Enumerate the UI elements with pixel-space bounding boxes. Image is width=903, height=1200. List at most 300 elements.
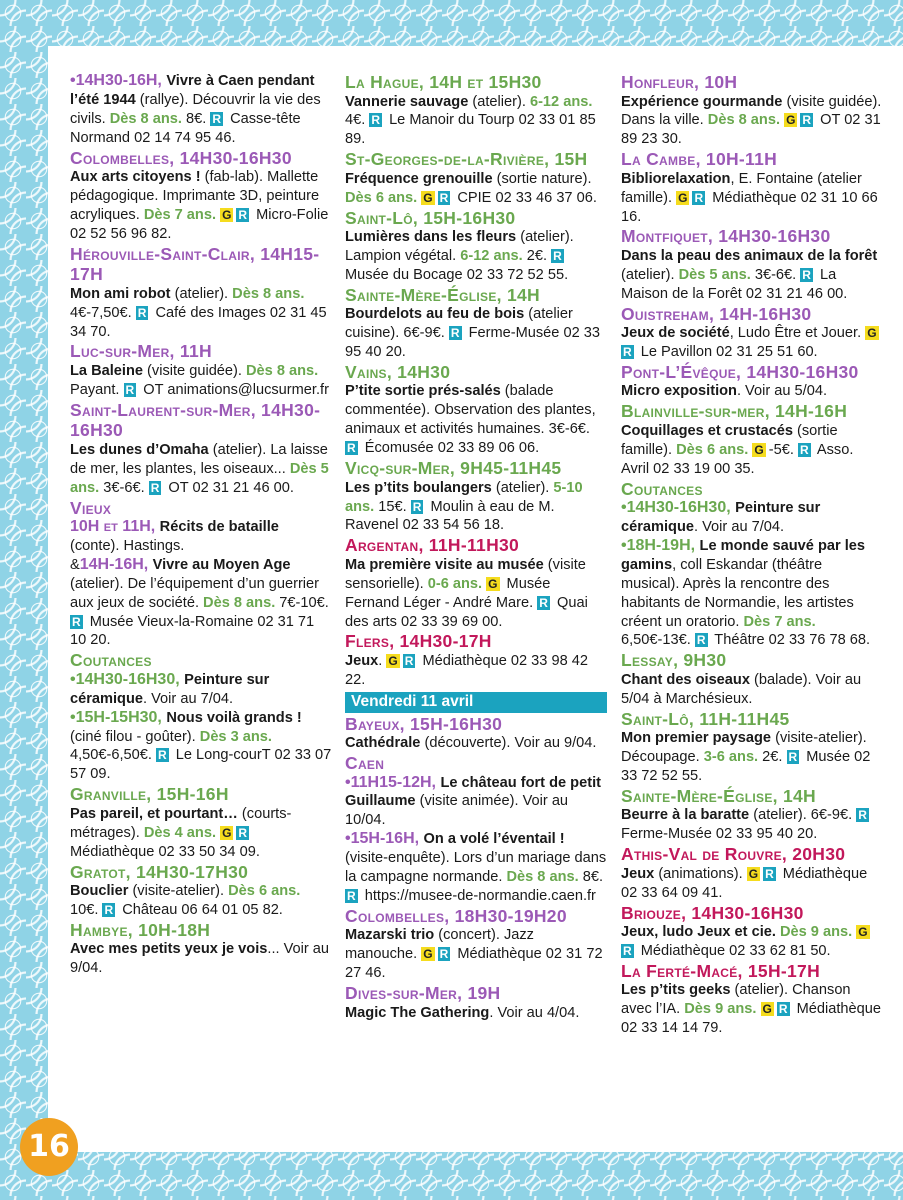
event-entry [345, 535, 607, 631]
event-location-heading: Saint-Laurent-sur-Mer, 14H30-16H30 [70, 399, 321, 441]
reservation-badge: R [371, 113, 381, 128]
event-details: (atelier). [468, 93, 530, 110]
venue-contact: Micro-Folie 02 52 56 96 82. [70, 206, 329, 242]
event-description [70, 882, 332, 920]
event-details: (atelier). De l’équipement d’un guerrier aux jeux de société. [70, 575, 320, 611]
venue-contact: Médiathèque 02 31 10 66 16. [621, 189, 878, 225]
event-title: Récits de bataille [159, 519, 279, 535]
event-description [621, 671, 883, 709]
prefix-text: & [70, 556, 80, 573]
event-location-heading: Saint-Lô, 11H-11H45 [621, 708, 790, 729]
price-text: 4€. [345, 112, 370, 129]
event-entry [621, 304, 883, 362]
venue-contact: Café des Images 02 31 45 34 70. [70, 304, 327, 340]
event-entry [621, 537, 883, 650]
age-range: Dès 8 ans. [506, 869, 579, 886]
event-entry [345, 830, 607, 906]
event-location-heading: Flers, 14H30-17H [345, 631, 492, 652]
event-description [70, 518, 332, 556]
event-title: Chant des oiseaux [621, 671, 750, 688]
event-entry [345, 983, 607, 1022]
price-text: 3€-6€. [99, 479, 149, 496]
venue-contact: Musée Fernand Léger - André Mare. [345, 575, 551, 611]
event-details: (fab-lab). Mallette pédagogique. Imprimante 3D, peinture acryliques. [70, 169, 320, 223]
venue-contact: Médiathèque 02 31 72 27 46. [345, 946, 603, 982]
event-location-heading: Athis-Val de Rouvre, 20H30 [621, 844, 846, 865]
event-details: (ciné filou - goûter). [70, 728, 200, 745]
price-text: 2€. [758, 749, 787, 766]
time-subheading: 10H et 11H, [70, 518, 160, 535]
event-description [621, 981, 883, 1038]
event-details: (sortie famille). [621, 422, 838, 458]
venue-contact: Médiathèque 02 33 98 42 22. [345, 652, 588, 688]
column-3 [621, 72, 883, 1038]
event-details: . [378, 652, 387, 669]
price-text: Payant. [70, 381, 124, 398]
event-entry [345, 72, 607, 149]
event-title: Aux arts citoyens ! [70, 169, 201, 186]
reservation-badge: R [150, 480, 160, 495]
venue-contact: La Maison de la Forêt 02 31 21 46 00. [621, 266, 848, 302]
event-details: (animations). [654, 865, 747, 882]
event-title: Cathédrale [345, 735, 421, 752]
venue-contact: Médiathèque 02 33 50 34 09. [70, 843, 260, 860]
event-title: Avec mes petits yeux je vois [70, 941, 268, 958]
event-location-heading: Saint-Lô, 15H-16H30 [345, 207, 516, 228]
event-details: ... Voir au 9/04. [70, 941, 330, 977]
venue-contact: Musée Vieux-la-Romaine 02 31 71 10 20. [70, 613, 315, 649]
age-range: Dès 6 ans. [345, 189, 418, 206]
event-description [621, 324, 883, 362]
age-range: Dès 8 ans. [232, 285, 305, 302]
time-subheading: 14H-16H, [79, 555, 153, 573]
event-location-heading: Ouistreham, 14H-16H30 [621, 303, 812, 324]
venue-contact: Le Manoir du Tourp 02 33 01 85 89. [345, 112, 596, 148]
event-entry [621, 479, 883, 537]
event-description [70, 805, 332, 862]
event-details: (rallye). Découvrir la vie des civils. [70, 91, 321, 127]
time-subheading: •18H-19H, [621, 536, 700, 554]
event-entry [345, 714, 607, 753]
reservation-badge: R [347, 441, 356, 456]
event-entry [345, 906, 607, 983]
event-description [621, 806, 883, 844]
reservation-badge: R [158, 748, 167, 763]
venue-contact: Le Pavillon 02 31 25 51 60. [636, 344, 818, 361]
event-description [345, 228, 607, 285]
venue-contact: https://musee-de-normandie.caen.fr [360, 888, 596, 904]
event-details: . Voir au 5/04. [736, 383, 828, 400]
event-title: On a volé l’éventail ! [423, 831, 565, 848]
event-details: (découverte). Voir au 9/04. [420, 735, 597, 752]
event-entry [70, 341, 332, 399]
event-title: Vivre à Caen pendant l’été 1944 [70, 73, 315, 108]
day-band: Vendredi 11 avril [345, 692, 607, 713]
event-details: , E. Fontaine (atelier famille). [621, 170, 862, 206]
age-range: Dès 8 ans. [246, 362, 319, 379]
reservation-badge: R [439, 947, 449, 962]
reservation-badge: R [802, 113, 812, 128]
column-1 [70, 72, 332, 978]
event-details: (conte). Hastings. [70, 537, 185, 554]
event-title: Bibliorelaxation [621, 170, 731, 187]
event-details: , coll Eskandar (théâtre musical). Après la rencontre des habitants de Normandie, les artistes créent un oratorio. [621, 556, 854, 630]
event-details: (atelier). Lampion végétal. [345, 229, 574, 264]
age-range: 0-6 ans. [427, 575, 483, 592]
event-description [345, 305, 607, 362]
reservation-badge: R [137, 305, 147, 320]
event-entry [345, 362, 607, 458]
age-range: Dès 8 ans. [203, 594, 276, 611]
event-title: Mon premier paysage [621, 730, 772, 747]
price-text: 7€-10€. [275, 594, 329, 611]
event-details: (concert). Jazz manouche. [345, 927, 534, 963]
age-range: 6-12 ans. [529, 93, 593, 110]
event-entry [70, 556, 332, 651]
venue-contact: OT 02 31 89 23 30. [621, 112, 881, 148]
event-description [70, 441, 332, 498]
event-description [345, 170, 607, 208]
time-subheading: •14H30-16H30, [621, 499, 736, 517]
event-title: Nous voilà grands ! [166, 709, 302, 726]
event-description [345, 93, 607, 150]
gourmet-badge: G [423, 947, 433, 962]
event-description [70, 285, 332, 342]
age-range: Dès 9 ans. [684, 1001, 757, 1018]
reservation-badge: R [238, 207, 248, 222]
event-location-heading: Vains, 14H30 [345, 361, 451, 382]
event-description [621, 170, 883, 227]
event-entry [70, 650, 332, 708]
event-title: Mon ami robot [70, 285, 171, 302]
event-description [70, 362, 332, 400]
event-entry [70, 784, 332, 861]
event-details: (atelier). La laisse de mer, les plantes, les oiseaux... [70, 441, 328, 477]
age-range: Dès 4 ans. [143, 824, 217, 841]
price-text: 4,50€-6,50€. [70, 747, 157, 764]
event-title: Les p’tits geeks [621, 982, 731, 999]
event-description [70, 940, 332, 978]
event-title: Vannerie sauvage [345, 93, 469, 110]
reservation-badge: R [72, 614, 81, 629]
gourmet-badge: G [678, 190, 688, 205]
event-description [621, 93, 883, 150]
event-location-heading: La Cambe, 10H-11H [621, 149, 778, 170]
event-location-heading: Vieux [70, 497, 112, 518]
venue-contact: Médiathèque 02 33 62 81 50. [636, 942, 831, 959]
reservation-badge: R [104, 902, 114, 917]
event-entry [621, 650, 883, 708]
event-details: (visite animée). Voir au 10/04. [345, 793, 569, 829]
event-entry [345, 753, 607, 830]
event-entry [70, 400, 332, 498]
event-location-heading: La Hague, 14H et 15H30 [345, 72, 542, 92]
age-range: Dès 6 ans. [676, 441, 749, 458]
price-text: 10€. [70, 901, 103, 918]
event-title: Mazarski trio [345, 927, 435, 944]
time-subheading: •14H30-16H, [70, 72, 167, 89]
event-entry [70, 498, 332, 556]
event-location-heading: Lessay, 9H30 [621, 650, 727, 671]
event-details: (atelier cuisine). 6€-9€. [345, 306, 573, 342]
event-entry [621, 72, 883, 149]
event-entry [621, 903, 883, 961]
event-entry [345, 631, 607, 689]
event-location-heading: Bayeux, 15H-16H30 [345, 713, 503, 734]
event-title: Jeux [621, 865, 655, 882]
event-location-heading: Colombelles, 18H30-19H20 [345, 905, 567, 926]
event-title: Jeux, ludo Jeux et cie. [621, 924, 776, 940]
event-location-heading: Dives-sur-Mer, 19H [345, 983, 501, 1004]
page-number-badge: 16 [20, 1118, 78, 1176]
event-location-heading: Hambye, 10H-18H [70, 919, 211, 940]
event-location-heading: Pont-L’Évêque, 14H30-16H30 [621, 361, 859, 382]
gourmet-badge: G [762, 1002, 772, 1017]
event-details: (visite-atelier). [128, 883, 229, 899]
venue-contact: Musée 02 33 72 52 55. [621, 749, 871, 784]
event-location-heading: Coutances [621, 478, 703, 499]
reservation-badge: R [439, 190, 449, 205]
event-details: (atelier). [170, 285, 233, 302]
venue-contact: Le Long-courT 02 33 07 57 09. [70, 747, 332, 783]
age-range: 3-6 ans. [703, 749, 759, 766]
reservation-badge: R [778, 1002, 788, 1017]
gourmet-badge: G [754, 442, 764, 457]
event-entry [345, 208, 607, 285]
event-location-heading: Sainte-Mère-Église, 14H [345, 284, 540, 305]
reservation-badge: R [623, 345, 632, 360]
event-location-heading: Hérouville-Saint-Clair, 14H15-17H [70, 243, 320, 285]
event-entry [345, 285, 607, 362]
venue-contact: Casse-tête Normand 02 14 74 95 46. [70, 110, 301, 146]
event-title: Jeux de société [621, 325, 730, 342]
event-description [70, 556, 332, 651]
event-title: Fréquence grenouille [345, 170, 493, 187]
event-details: (atelier). [491, 479, 554, 496]
event-entry [621, 709, 883, 786]
event-entry [70, 244, 332, 342]
event-location-heading: Coutances [70, 650, 152, 671]
reservation-badge: R [412, 499, 422, 514]
gourmet-badge: G [222, 207, 232, 222]
price-text: 4€-7,50€. [70, 304, 136, 321]
event-description [621, 865, 883, 903]
event-title: Beurre à la baratte [621, 807, 750, 824]
event-location-heading: Honfleur, 10H [621, 72, 738, 92]
price-text: 2€. [522, 247, 552, 264]
event-details: (atelier). [621, 266, 679, 283]
event-entry [621, 401, 883, 478]
gourmet-badge: G [786, 113, 796, 128]
venue-contact: -5€. [768, 441, 798, 458]
event-entry [70, 920, 332, 978]
time-subheading: •11H15-12H, [345, 773, 441, 791]
reservation-badge: R [539, 595, 548, 610]
reservation-badge: R [858, 808, 867, 823]
venue-contact-2: Asso. Avril 02 33 19 00 35. [621, 441, 854, 477]
gourmet-badge: G [388, 653, 398, 668]
event-details: (visite-enquête). Lors d’un mariage dans la campagne normande. [345, 850, 607, 886]
age-range: Dès 6 ans. [228, 883, 301, 899]
reservation-badge: R [694, 190, 704, 205]
event-description [345, 382, 607, 458]
event-title: Les p’tits boulangers [345, 479, 492, 496]
age-range: Dès 5 ans. [678, 266, 751, 283]
reservation-badge: R [347, 889, 356, 903]
venue-contact: Écomusée 02 33 89 06 06. [360, 440, 540, 457]
event-title: Les dunes d’Omaha [70, 441, 209, 458]
age-range: Dès 7 ans. [143, 206, 217, 223]
price-text: 15€. [374, 498, 411, 515]
event-title: Ma première visite au musée [345, 556, 544, 573]
event-details: (visite sensorielle). [345, 556, 586, 592]
venue-contact: Médiathèque 02 33 64 09 41. [621, 865, 868, 901]
venue-contact: OT animations@lucsurmer.fr [139, 381, 329, 398]
event-title: Lumières dans les fleurs [345, 229, 517, 246]
event-entry [621, 786, 883, 844]
event-description [345, 652, 607, 690]
event-details: (balade). Voir au 5/04 à Marchésieux. [621, 671, 862, 707]
gourmet-badge: G [858, 925, 868, 939]
event-location-heading: Briouze, 14H30-16H30 [621, 902, 804, 923]
event-details: . Voir au 7/04. [694, 519, 785, 535]
event-title: Peinture sur céramique [70, 671, 270, 707]
event-title: Jeux [345, 652, 379, 669]
event-title: Pas pareil, et pourtant… [70, 805, 238, 822]
event-title: Coquillages et crustacés [621, 422, 793, 439]
event-description [70, 671, 332, 709]
event-title: Magic The Gathering [345, 1004, 490, 1021]
column-2 [345, 72, 607, 1023]
event-description [621, 729, 883, 786]
event-description [345, 556, 607, 632]
gourmet-badge: G [867, 326, 877, 341]
price-text: 3€-6€. [750, 266, 801, 283]
event-description [621, 247, 883, 304]
event-title: Le château fort de petit Guillaume [345, 774, 601, 810]
event-description [70, 709, 332, 785]
reservation-badge: R [553, 248, 562, 263]
event-details: (visite guidée). [143, 362, 247, 379]
reservation-badge: R [212, 111, 222, 126]
age-range: Dès 8 ans. [707, 112, 780, 129]
event-title: La Baleine [70, 362, 143, 379]
event-location-heading: St-Georges-de-la-Rivière, 15H [345, 149, 588, 170]
event-entry [70, 862, 332, 920]
age-range: Dès 8 ans. [109, 110, 182, 127]
event-entry [621, 961, 883, 1038]
venue-contact: Moulin à eau de M. Ravenel 02 33 54 56 18. [345, 498, 555, 534]
event-location-heading: La Ferté-Macé, 15H-17H [621, 960, 821, 981]
event-location-heading: Vicq-sur-Mer, 9H45-11H45 [345, 458, 562, 479]
event-description [621, 499, 883, 537]
event-description [345, 1004, 607, 1023]
venue-contact: Ferme-Musée 02 33 95 40 20. [621, 826, 818, 843]
event-location-heading: Gratot, 14H30-17H30 [70, 861, 249, 882]
venue-contact: Médiathèque 02 33 14 14 79. [621, 1001, 881, 1037]
event-title: P’tite sortie prés-salés [345, 383, 501, 400]
reservation-badge: R [404, 653, 414, 668]
reservation-badge: R [788, 750, 798, 765]
event-details: . Voir au 4/04. [489, 1004, 580, 1021]
venue-contact: Ferme-Musée 02 33 95 40 20. [345, 325, 600, 361]
event-description [621, 923, 883, 961]
event-entry [345, 149, 607, 207]
event-details: (visite guidée). Dans la ville. [621, 93, 882, 129]
event-description [345, 926, 607, 983]
event-details: (courts-métrages). [70, 805, 292, 841]
price-text: 8€. [181, 110, 211, 127]
event-description [345, 830, 607, 906]
event-entry [345, 458, 607, 535]
event-description [621, 537, 883, 650]
event-description [70, 168, 332, 244]
event-title: Peinture sur céramique [621, 500, 821, 535]
venue-contact: Château 06 64 01 05 82. [118, 901, 283, 918]
event-location-heading: Sainte-Mère-Église, 14H [621, 785, 816, 806]
gourmet-badge: G [488, 576, 498, 591]
event-details: (atelier). 6€-9€. [749, 807, 857, 824]
event-description [345, 734, 607, 753]
event-description [345, 774, 607, 831]
age-range: Dès 9 ans. [779, 924, 853, 940]
event-title: Micro exposition [621, 383, 737, 400]
age-range: Dès 3 ans. [199, 728, 272, 745]
event-entry [621, 844, 883, 902]
venue-contact-2: Quai des arts 02 33 39 69 00. [345, 594, 588, 630]
price-text: 8€. [578, 869, 603, 886]
event-description [621, 382, 883, 401]
event-location-heading: Colombelles, 14H30-16H30 [70, 147, 292, 168]
event-location-heading: Argentan, 11H-11H30 [345, 535, 520, 556]
reservation-badge: R [799, 442, 809, 457]
event-location-heading: Luc-sur-Mer, 11H [70, 341, 212, 362]
time-subheading: •15H-15H30, [70, 708, 167, 726]
venue-contact: Musée du Bocage 02 33 72 52 55. [345, 266, 569, 283]
event-description [70, 72, 332, 148]
reservation-badge: R [125, 382, 135, 397]
event-details: (atelier). Chanson avec l’IA. [621, 982, 851, 1018]
event-details: . Voir au 7/04. [143, 690, 234, 707]
time-subheading: •14H30-16H30, [70, 670, 185, 688]
event-title: Le monde sauvé par les gamins [621, 537, 865, 573]
gourmet-badge: G [222, 825, 232, 840]
event-description [345, 479, 607, 536]
price-text: 6,50€-13€. [621, 632, 695, 649]
event-title: Bourdelots au feu de bois [345, 306, 525, 323]
event-title: Bouclier [70, 883, 129, 899]
event-details: (balade commentée). Observation des plantes, animaux et activités humaines. 3€-6€. [345, 383, 596, 438]
event-details: (sortie nature). [492, 170, 592, 187]
event-entry [70, 709, 332, 785]
age-range: 6-12 ans. [460, 247, 523, 264]
event-location-heading: Blainville-sur-mer, 14H-16H [621, 401, 848, 422]
reservation-badge: R [696, 633, 706, 648]
event-entry [70, 148, 332, 244]
venue-contact: CPIE 02 33 46 37 06. [453, 189, 597, 206]
event-title: Dans la peau des animaux de la forêt [621, 247, 878, 264]
age-range: Dès 5 ans. [70, 460, 329, 496]
event-title: Expérience gourmande [621, 93, 783, 110]
reservation-badge: R [765, 866, 774, 881]
event-location-heading: Granville, 15H-16H [70, 784, 229, 805]
reservation-badge: R [450, 326, 460, 341]
event-entry [621, 226, 883, 303]
reservation-badge: R [802, 267, 811, 282]
gourmet-badge: G [423, 190, 433, 205]
event-location-heading: Caen [345, 753, 385, 774]
age-range: Dès 7 ans. [743, 613, 816, 630]
